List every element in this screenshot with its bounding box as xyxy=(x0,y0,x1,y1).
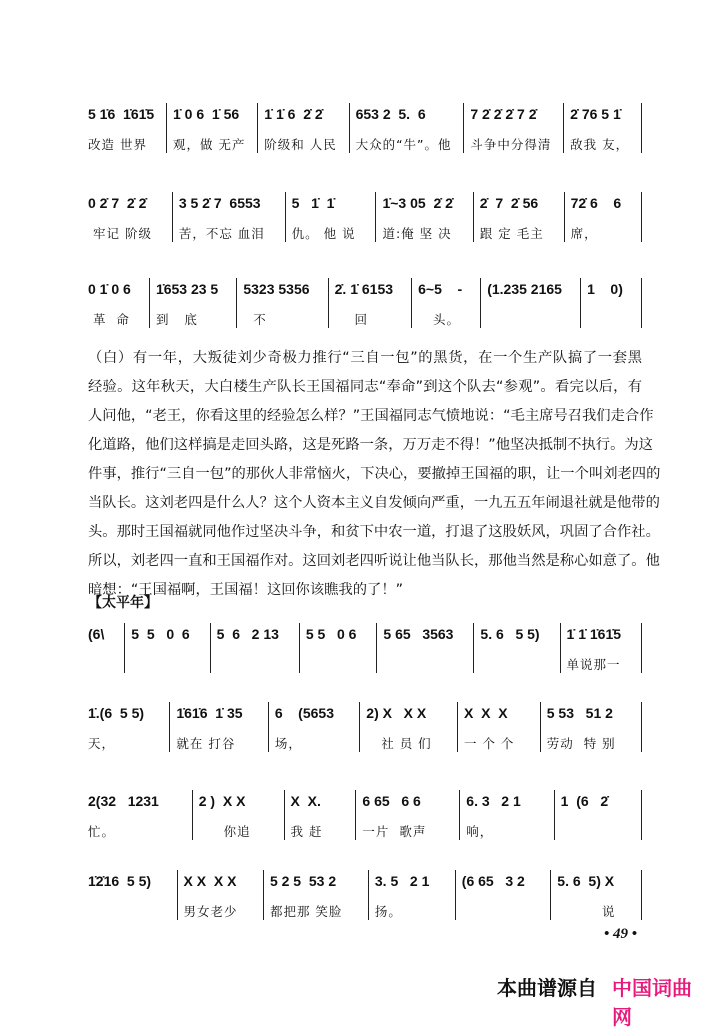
measure-notes: 2̇ 7 2̇ 56 xyxy=(479,195,539,211)
measure-notes: 5323 5356 xyxy=(243,281,310,297)
measure-notes: 1̇ 0 6 1̇ 56 xyxy=(172,106,240,122)
measure-notes: 1 0) xyxy=(587,281,623,297)
measure-lyric: 一 个 个 xyxy=(463,736,515,751)
measure-lyric: 改造 世界 xyxy=(88,137,147,152)
measure-lyric: 你追 xyxy=(198,824,251,839)
paragraph-line: 头。那时王国福就同他作过坚决斗争，和贫下中农一道，打退了这股妖风，巩固了合作社。 xyxy=(88,524,660,540)
measure-lyric: 单说那一 xyxy=(566,657,621,672)
measure-lyric: 劳动 特 别 xyxy=(546,736,616,751)
measure xyxy=(580,278,642,328)
measure xyxy=(480,278,580,328)
measure xyxy=(375,192,472,242)
measure-lyric xyxy=(88,902,171,920)
measure-lyric: 说 xyxy=(557,904,616,919)
score-system xyxy=(86,702,642,752)
measure-notes: 72̇ 6 6 xyxy=(570,195,622,211)
measure-notes: 653 2 5. 6 xyxy=(355,106,426,122)
measure xyxy=(411,278,480,328)
measure-notes: 6 65 6 6 xyxy=(362,793,421,809)
dialogue-paragraph xyxy=(88,344,661,605)
section-title: 【太平年】 xyxy=(88,595,158,611)
measure-notes: 1̇~3 05 2̇ 2̇ xyxy=(382,195,453,211)
measure-lyric: 道:俺 坚 决 xyxy=(382,226,452,241)
score-system xyxy=(86,192,642,242)
measure-lyric: 斗争中分得清 xyxy=(470,137,552,152)
measure-lyric: 仇。 他 说 xyxy=(291,226,356,241)
measure-lyric: 我 赶 xyxy=(290,824,323,839)
measure-lyric: 场， xyxy=(274,736,302,751)
measure xyxy=(257,103,348,153)
measure xyxy=(284,790,356,840)
measure-notes: X X X X xyxy=(183,873,237,889)
measure xyxy=(473,623,559,673)
measure-notes: (6\ xyxy=(88,626,105,642)
measure xyxy=(355,790,459,840)
measure xyxy=(86,790,192,840)
measure xyxy=(563,103,642,153)
measure-notes: 0 2̇ 7 2̇ 2̇ xyxy=(88,195,147,211)
measure-lyric xyxy=(462,902,544,920)
measure xyxy=(86,702,169,752)
measure-notes: 5 6 2 13 xyxy=(216,626,279,642)
measure-notes: 3 5 2̇ 7 6553 xyxy=(178,195,261,211)
measure-lyric: 都把那 笑脸 xyxy=(269,904,343,919)
measure-notes: 3. 5 2 1 xyxy=(374,873,430,889)
measure xyxy=(564,192,642,242)
measure xyxy=(459,790,553,840)
measure-notes: 1̇61̇6 1̇ 35 xyxy=(176,705,243,721)
measure xyxy=(124,623,209,673)
score-system xyxy=(86,790,642,840)
measure-lyric: 不 xyxy=(243,312,267,327)
score-system xyxy=(86,623,642,673)
measure xyxy=(328,278,412,328)
measure-lyric xyxy=(217,655,293,673)
measure-notes: X X. xyxy=(290,793,321,809)
measure-notes: 2) X X X xyxy=(366,705,427,721)
measure-lyric: 天， xyxy=(88,736,116,751)
measure xyxy=(166,103,257,153)
measure-lyric: 阶级和 人民 xyxy=(264,137,337,152)
measure-lyric: 就在 打谷 xyxy=(176,736,236,751)
measure-lyric: 扬。 xyxy=(374,904,402,919)
measure-notes: 5 53 51 2 xyxy=(546,705,613,721)
page-number: • 49 • xyxy=(604,926,638,942)
paragraph-line: 暗想：“王国福啊，王国福！这回你该瞧我的了！” xyxy=(88,582,404,598)
paragraph-line: 人问他，“老王，你看这里的经验怎么样？”王国福同志气愤地说：“毛主席号召我们走合作 xyxy=(88,408,654,424)
measure-lyric: 苦，不忘 血泪 xyxy=(178,226,265,241)
measure-lyric: 革 命 xyxy=(88,312,130,327)
score-system xyxy=(86,870,642,920)
measure-notes: 1̇ 1̇ 6 2̇ 2̇ xyxy=(264,106,323,122)
measure-notes: 1̇653 23 5 xyxy=(155,281,219,297)
measure-lyric xyxy=(306,655,371,673)
measure-notes: 5. 6 5) X xyxy=(557,873,615,889)
measure-notes: 6. 3 2 1 xyxy=(466,793,521,809)
score-system xyxy=(86,278,642,328)
measure xyxy=(86,103,166,153)
measure xyxy=(177,870,263,920)
footer-site-name: 中国词曲网 xyxy=(612,976,692,1029)
measure-notes: 2̇ 76 5 1̇ xyxy=(570,106,621,122)
measure xyxy=(263,870,368,920)
measure xyxy=(86,278,149,328)
measure-lyric: 男女老少 xyxy=(183,904,238,919)
measure-lyric: 忙。 xyxy=(88,824,116,839)
measure xyxy=(473,192,564,242)
measure-lyric xyxy=(88,655,118,673)
measure-notes: 5 5 0 6 xyxy=(305,626,357,642)
measure xyxy=(554,790,642,840)
measure-notes: 5 5 0 6 xyxy=(131,626,190,642)
measure xyxy=(86,623,124,673)
measure-notes: 2 ) X X xyxy=(198,793,246,809)
measure-notes: 2(32 1231 xyxy=(88,793,159,809)
measure xyxy=(463,103,563,153)
measure xyxy=(540,702,642,752)
measure-notes: 1̇ 1̇ 1̇61̇5 xyxy=(566,626,622,642)
measure xyxy=(210,623,299,673)
measure-lyric xyxy=(131,655,203,673)
measure xyxy=(359,702,457,752)
paragraph-line: 经验。这年秋天，大白楼生产队长王国福同志“奉命”到这个队去“参观”。看完以后，有 xyxy=(88,379,642,395)
measure-lyric xyxy=(587,310,635,328)
measure-notes: 1 (6 2̇ xyxy=(560,793,609,809)
measure-lyric: 敌我 友， xyxy=(570,137,630,152)
measure-notes: 5 65 3563 xyxy=(383,626,454,642)
measure-lyric: 席， xyxy=(570,226,598,241)
measure-notes: 5 1̇6 1̇61̇5 xyxy=(88,106,155,122)
measure-notes: 5. 6 5 5) xyxy=(480,626,540,642)
measure xyxy=(192,790,284,840)
measure-notes: 0 1̇ 0 6 xyxy=(88,281,131,297)
measure-notes: (1.235 2165 xyxy=(487,281,562,297)
measure-lyric xyxy=(487,310,574,328)
measure xyxy=(236,278,327,328)
paragraph-line: 化道路，他们这样搞是走回头路，这是死路一条，万万走不得！”他坚决抵制不执行。为这 xyxy=(88,437,653,453)
measure-lyric: 头。 xyxy=(418,312,461,327)
measure-notes: 1̇2̇16 5 5) xyxy=(88,873,152,889)
measure xyxy=(457,702,540,752)
measure xyxy=(268,702,359,752)
measure-lyric: 到 底 xyxy=(155,312,198,327)
measure-notes: 2̇. 1̇ 6153 xyxy=(334,281,394,297)
paragraph-line: 件事，推行“三自一包”的那伙人非常恼火，下决心，要撤掉王国福的职，让一个叫刘老四的 xyxy=(88,466,661,482)
paragraph-line: 所以，刘老四一直和王国福作对。这回刘老四听说让他当队长，那他当然是称心如意了。他 xyxy=(88,553,660,569)
measure-lyric xyxy=(383,655,467,673)
measure-lyric: 社 员 们 xyxy=(366,736,432,751)
footer-source-label: 本曲谱源自 xyxy=(497,976,597,1000)
measure xyxy=(550,870,642,920)
measure-notes: 6~5 - xyxy=(418,281,463,297)
measure xyxy=(86,870,177,920)
measure xyxy=(455,870,550,920)
measure-lyric: 回 xyxy=(334,312,369,327)
measure xyxy=(169,702,267,752)
measure-lyric xyxy=(480,655,553,673)
measure xyxy=(376,623,473,673)
measure xyxy=(349,103,464,153)
score-system xyxy=(86,103,642,153)
paragraph-line: 当队长。这刘老四是什么人？这个人资本主义自发倾向严重，一九五五年闹退社就是他带的 xyxy=(88,495,660,511)
measure xyxy=(560,623,642,673)
measure xyxy=(368,870,455,920)
measure-notes: (6 65 3 2 xyxy=(461,873,525,889)
measure-notes: 1̇.(6 5 5) xyxy=(88,705,145,721)
measure-lyric: 牢记 阶级 xyxy=(88,226,152,241)
measure xyxy=(86,192,172,242)
measure-notes: X X X xyxy=(463,705,508,721)
measure-lyric: 跟 定 毛主 xyxy=(479,226,544,241)
measure-lyric xyxy=(561,822,635,840)
measure xyxy=(149,278,236,328)
measure-notes: 7 2̇ 2̇ 2̇ 7 2̇ xyxy=(470,106,537,122)
measure xyxy=(299,623,377,673)
measure xyxy=(172,192,285,242)
measure-notes: 5 1̇ 1̇ xyxy=(291,195,335,211)
measure-lyric: 观，做 无产 xyxy=(172,137,246,152)
measure-lyric: 大众的“牛”。他 xyxy=(355,137,452,152)
measure-notes: 5 2 5 53 2 xyxy=(269,873,337,889)
measure-lyric: 响， xyxy=(466,824,494,839)
measure-lyric: 一片 歌声 xyxy=(362,824,427,839)
measure xyxy=(285,192,376,242)
paragraph-line: （白）有一年，大叛徒刘少奇极力推行“三自一包”的黑货，在一个生产队搞了一套黑 xyxy=(88,350,642,366)
measure-notes: 6 (5653 xyxy=(274,705,334,721)
